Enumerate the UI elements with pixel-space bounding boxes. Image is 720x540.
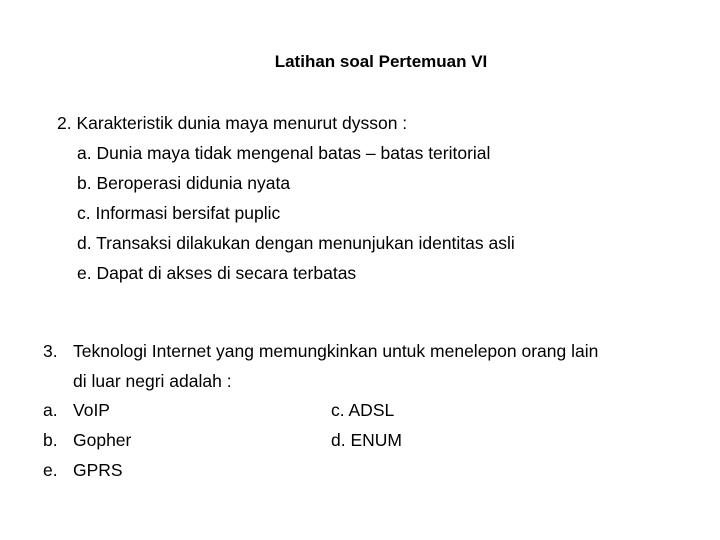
slide-title: Latihan soal Pertemuan VI xyxy=(274,52,488,71)
question-2-option-b: b. Beroperasi didunia nyata xyxy=(77,173,291,193)
question-3-option-a-text: VoIP xyxy=(73,400,110,420)
question-3-option-b-letter: b. xyxy=(43,430,58,450)
question-2-option-a: a. Dunia maya tidak mengenal batas – batas teritorial xyxy=(77,143,491,163)
question-3-stem-line-1: Teknologi Internet yang memungkinkan untuk menelepon orang lain xyxy=(73,341,599,361)
question-3-stem-line-2: di luar negri adalah : xyxy=(73,371,232,391)
question-3-option-e-letter: e. xyxy=(43,460,58,480)
question-2-option-c: c. Informasi bersifat puplic xyxy=(77,203,281,223)
question-2-stem: 2. Karakteristik dunia maya menurut dysson : xyxy=(57,113,408,133)
question-3-option-c: c. ADSL xyxy=(331,400,395,420)
question-3-option-e-text: GPRS xyxy=(73,460,123,480)
question-2-option-d: d. Transaksi dilakukan dengan menunjukan identitas asli xyxy=(77,233,515,253)
question-3-option-a-letter: a. xyxy=(43,400,58,420)
question-3-option-d: d. ENUM xyxy=(331,430,402,450)
question-3-number: 3. xyxy=(43,341,58,361)
question-3-option-b-text: Gopher xyxy=(73,430,132,450)
question-2-option-e: e. Dapat di akses di secara terbatas xyxy=(77,263,357,283)
